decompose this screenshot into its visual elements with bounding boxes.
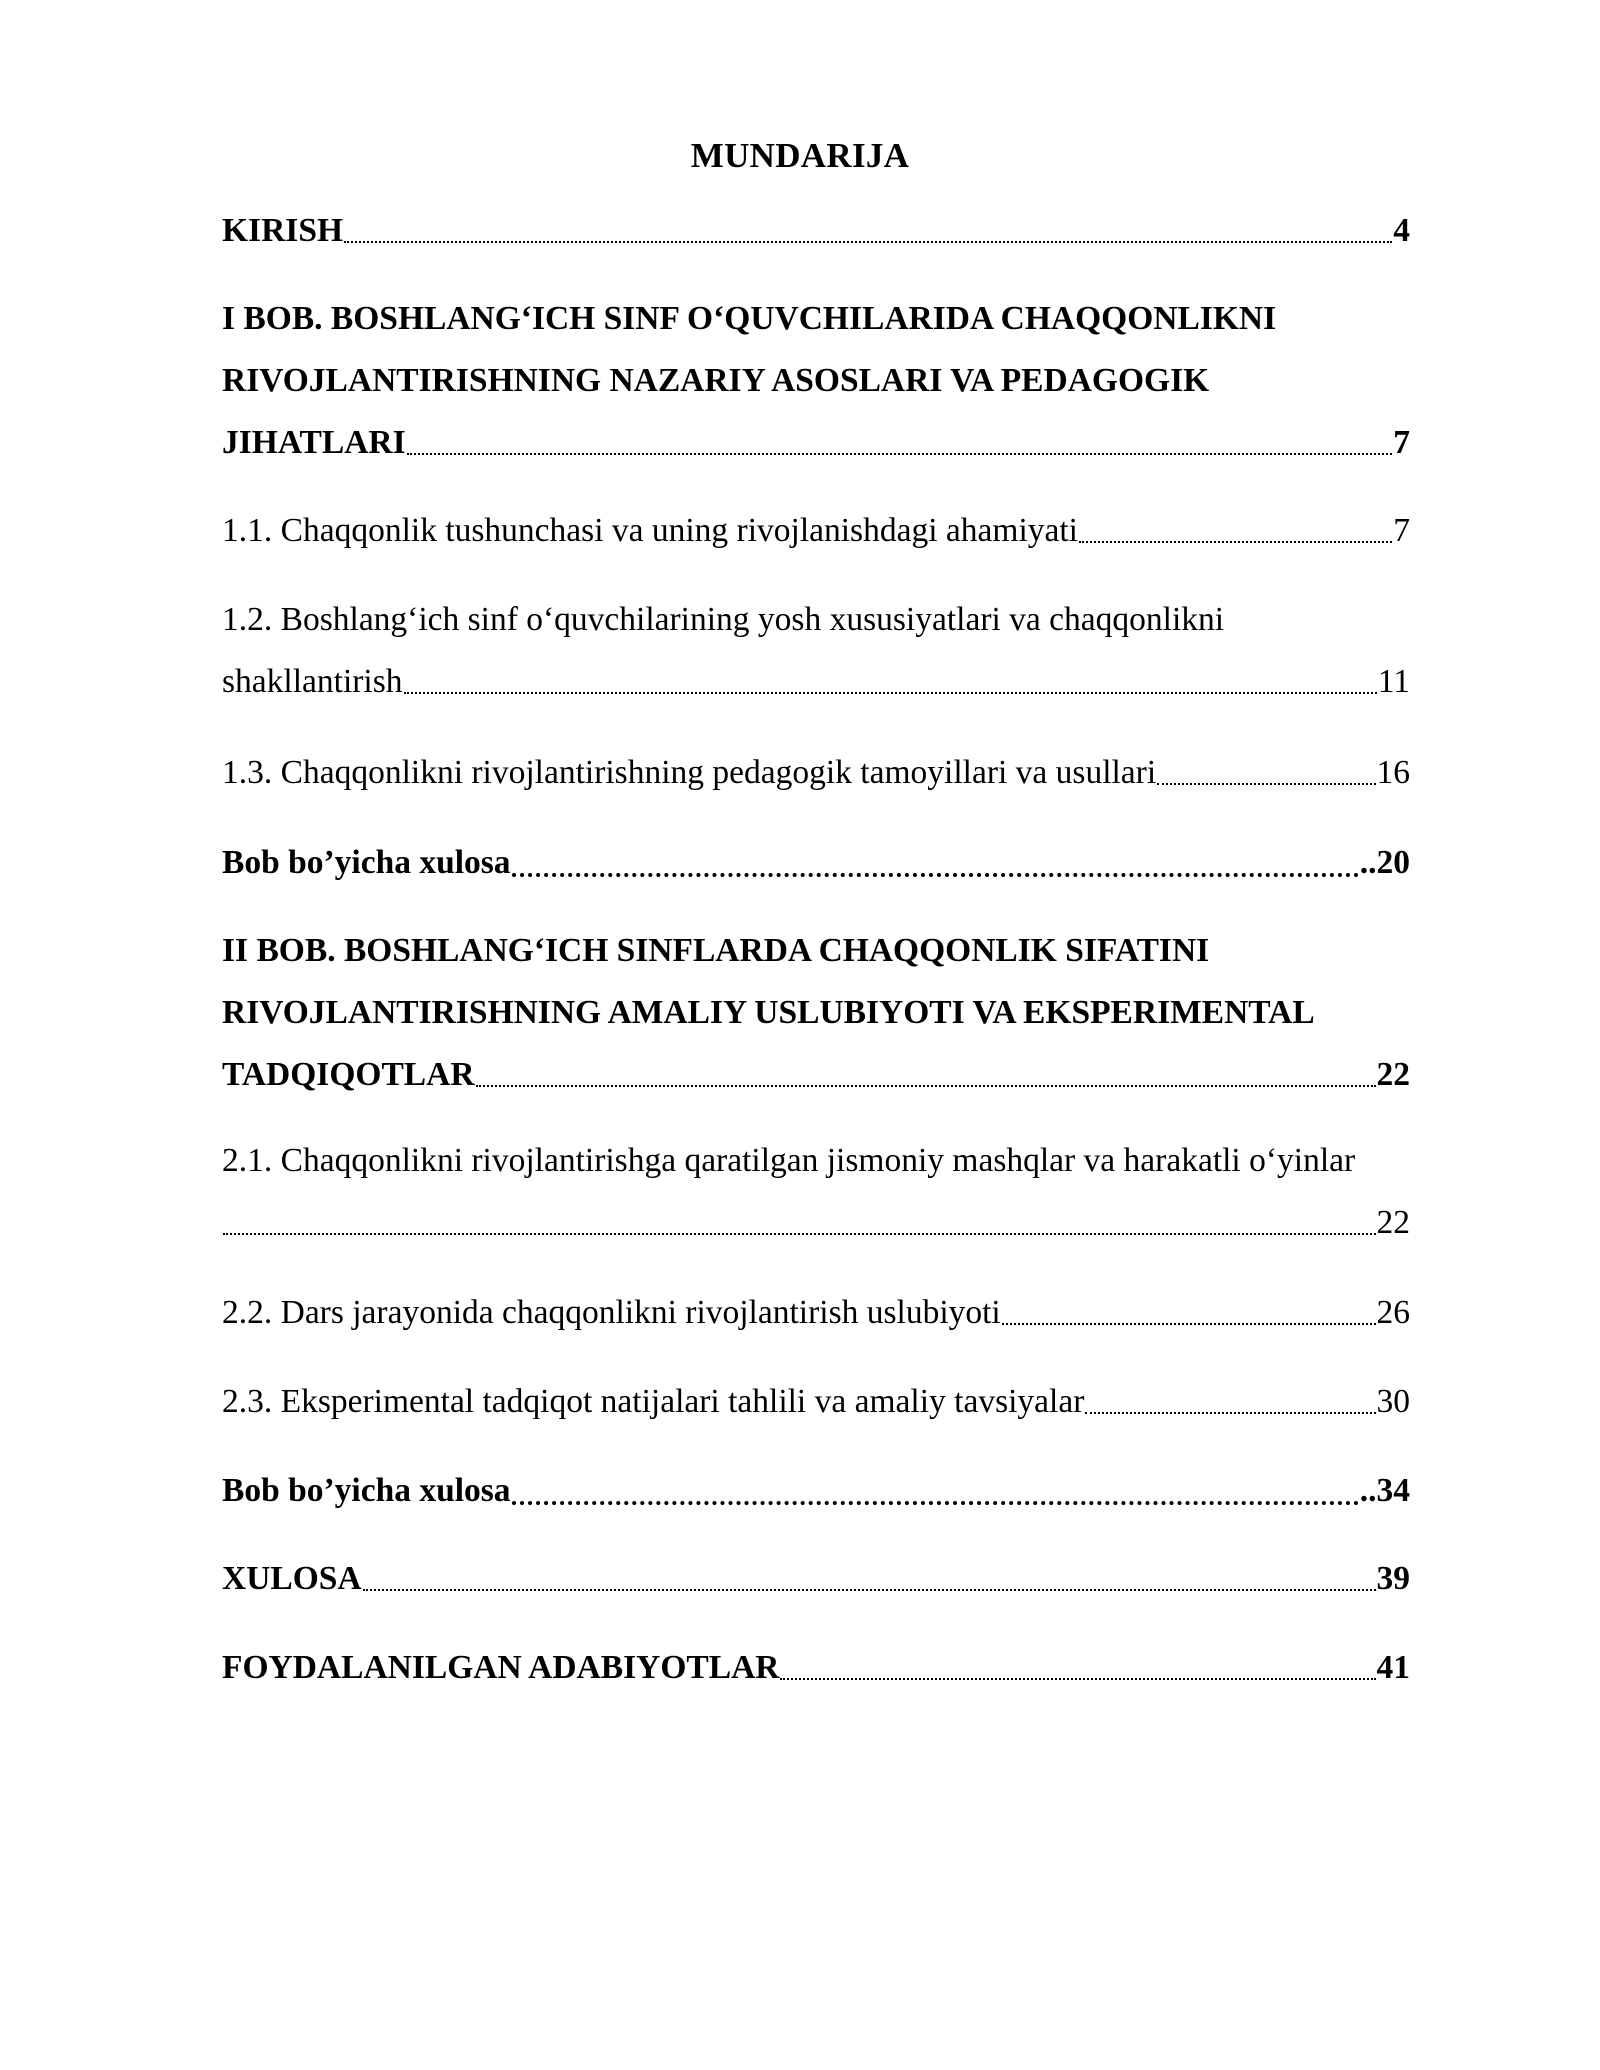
- dot-leader: [512, 1501, 1359, 1505]
- toc-page-number: 30: [1376, 1383, 1410, 1420]
- toc-entry-text: 2.1. Chaqqonlikni rivojlantirishga qaratilgan jismoniy mashqlar va harakatli o‘yinlar: [222, 1142, 1356, 1179]
- toc-page-number: 16: [1376, 754, 1410, 791]
- toc-entry-text: I BOB. BOSHLANG‘ICH SINF O‘QUVCHILARIDA CHAQQONLIKNI: [222, 300, 1277, 337]
- toc-entry-text: Bob bo’yicha xulosa: [222, 844, 511, 881]
- dot-leader: [1079, 541, 1392, 543]
- toc-page-number: 7: [1393, 424, 1410, 461]
- toc-page-number: 41: [1376, 1649, 1410, 1686]
- toc-entry-chapter-2-summary[interactable]: [222, 1460, 1410, 1522]
- toc-entry-text: KIRISH: [222, 212, 344, 249]
- toc-entry-xulosa[interactable]: [222, 1548, 1410, 1610]
- toc-entry-chapter-1[interactable]: [222, 288, 1410, 474]
- toc-entry-section-2-1[interactable]: [222, 1130, 1410, 1254]
- dot-leader: [404, 692, 1377, 694]
- toc-entry-section-1-1[interactable]: [222, 500, 1410, 562]
- toc-entry-section-2-3[interactable]: [222, 1371, 1410, 1433]
- toc-entry-text: RIVOJLANTIRISHNING AMALIY USLUBIYOTI VA EKSPERIMENTAL: [222, 994, 1315, 1031]
- toc-entry-bibliography[interactable]: [222, 1637, 1410, 1699]
- toc-entry-text: 2.3. Eksperimental tadqiqot natijalari tahlili va amaliy tavsiyalar: [222, 1383, 1085, 1420]
- toc-entry-section-2-2[interactable]: [222, 1282, 1410, 1344]
- dot-leader: [780, 1678, 1375, 1680]
- toc-entry-text: JIHATLARI: [222, 424, 406, 461]
- dot-leader: [512, 873, 1359, 877]
- dot-leader: [223, 1233, 1376, 1235]
- dot-leader: [363, 1589, 1376, 1591]
- toc-page-number: 11: [1377, 663, 1410, 700]
- toc-entry-text: 1.3. Chaqqonlikni rivojlantirishning pedagogik tamoyillari va usullari: [222, 754, 1157, 791]
- toc-entry-text: TADQIQOTLAR: [222, 1056, 475, 1093]
- toc-entry-text: 1.1. Chaqqonlik tushunchasi va uning rivojlanishdagi ahamiyati: [222, 512, 1078, 549]
- toc-page-number: ..34: [1359, 1472, 1410, 1509]
- toc-entry-text: RIVOJLANTIRISHNING NAZARIY ASOSLARI VA PEDAGOGIK: [222, 362, 1210, 399]
- toc-entry-chapter-2[interactable]: [222, 920, 1410, 1106]
- toc-page-number: ..20: [1359, 844, 1410, 881]
- toc-entry-section-1-3[interactable]: [222, 742, 1410, 804]
- toc-page-number: 7: [1393, 512, 1410, 549]
- dot-leader: [1002, 1323, 1376, 1325]
- toc-page-number: 39: [1376, 1560, 1410, 1597]
- dot-leader: [1157, 783, 1375, 785]
- toc-entry-text: II BOB. BOSHLANG‘ICH SINFLARDA CHAQQONLIK SIFATINI: [222, 932, 1210, 969]
- toc-entry-text: 1.2. Boshlang‘ich sinf o‘quvchilarining yosh xususiyatlari va chaqqonlikni: [222, 601, 1225, 638]
- toc-entry-text: shakllantirish: [222, 663, 403, 700]
- toc-page-number: 22: [1376, 1204, 1410, 1241]
- toc-entry-kirish[interactable]: [222, 200, 1410, 262]
- toc-page-number: 4: [1393, 212, 1410, 249]
- toc-entry-text: XULOSA: [222, 1560, 362, 1597]
- dot-leader: [407, 453, 1393, 455]
- toc-page-number: 26: [1376, 1294, 1410, 1331]
- page-title: MUNDARIJA: [690, 136, 910, 175]
- toc-page-number: 22: [1376, 1056, 1410, 1093]
- dot-leader: [1085, 1412, 1375, 1414]
- toc-entry-chapter-1-summary[interactable]: [222, 832, 1410, 894]
- dot-leader: [344, 241, 1392, 243]
- dot-leader: [476, 1085, 1376, 1087]
- toc-entry-text: FOYDALANILGAN ADABIYOTLAR: [222, 1649, 780, 1686]
- toc-entry-section-1-2[interactable]: [222, 589, 1410, 713]
- toc-entry-text: Bob bo’yicha xulosa: [222, 1472, 511, 1509]
- toc-entry-text: 2.2. Dars jarayonida chaqqonlikni rivojlantirish uslubiyoti: [222, 1294, 1001, 1331]
